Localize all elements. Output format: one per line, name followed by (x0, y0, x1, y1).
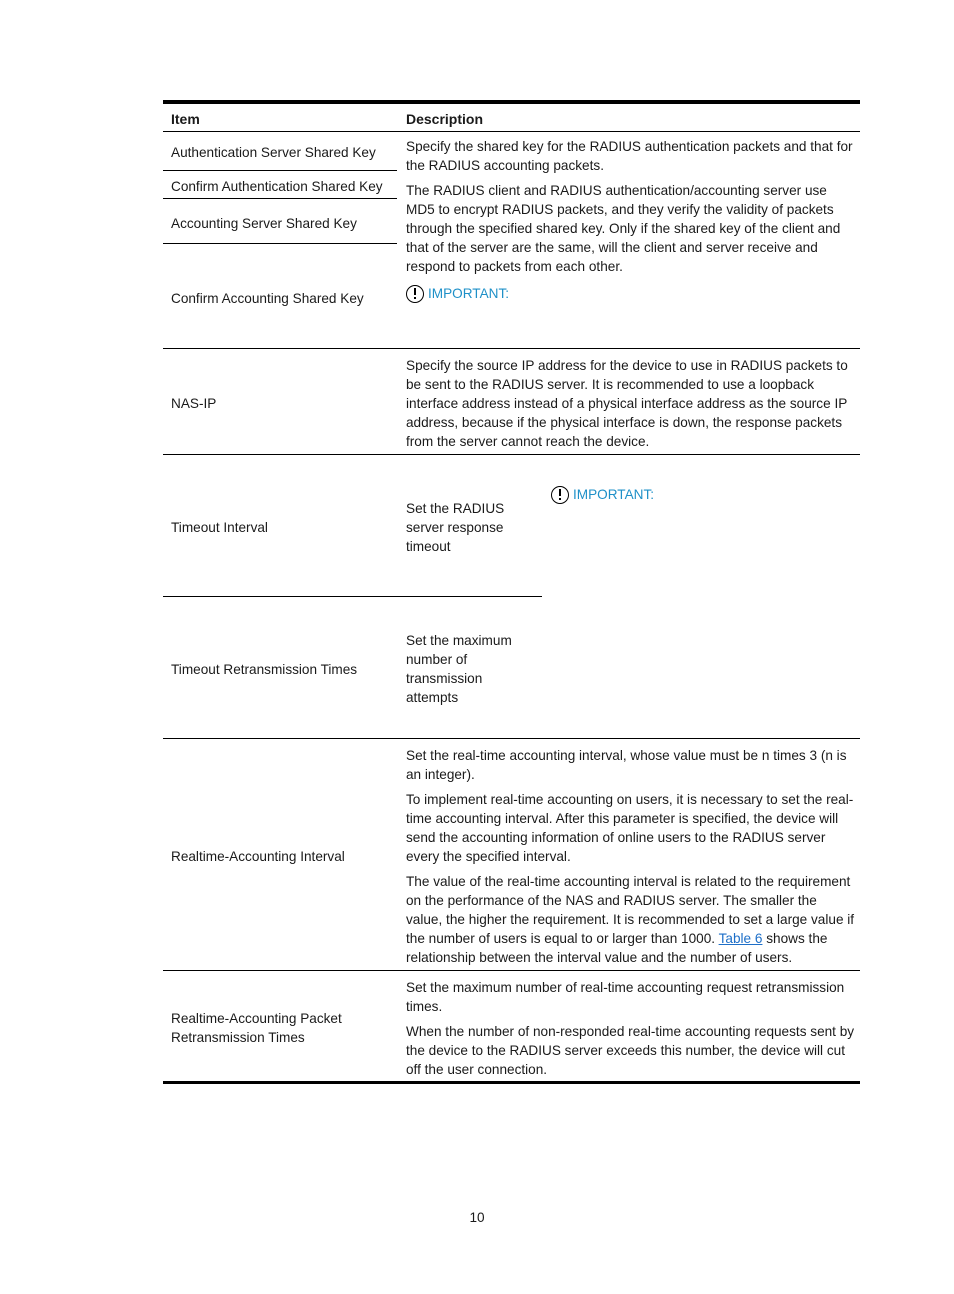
row-divider (163, 243, 397, 244)
rt-interval-para-3-text-b: shows the relationship between the interval value and the number of users. (406, 931, 828, 965)
page-number: 10 (469, 1210, 485, 1225)
important-label: IMPORTANT: (428, 286, 510, 301)
shared-key-desc-para-1: Specify the shared key for the RADIUS authentication packets and that for the RADIUS accounting packets. (406, 139, 853, 173)
timeout-retransmission-description: Set the maximum number of transmission attempts (406, 633, 512, 705)
table-bottom-rule (163, 1081, 860, 1084)
row-divider (163, 170, 397, 171)
rt-interval-para-3-text-a: The value of the real-time accounting interval is related to the requirement on the performance of the NAS and RADIUS server. The smaller the value, the higher the requirement. It is recommended to set a large value if the number of users is equal to or larger than 1000. (406, 874, 855, 946)
item-auth-shared-key: Authentication Server Shared Key (171, 145, 376, 160)
rt-packet-para-2: When the number of non-responded real-time accounting requests sent by the device to the RADIUS server exceeds this number, the device will cut off the user connection. (406, 1024, 855, 1077)
row-divider (163, 738, 860, 739)
row-divider (163, 198, 397, 199)
row-divider (163, 596, 542, 597)
row-divider (163, 454, 860, 455)
rt-interval-para-2: To implement real-time accounting on users, it is necessary to set the real-time accounting interval. After this parameter is specified, the device will send the accounting information of online users to the RADIUS server every the specified interval. (406, 792, 854, 864)
nas-ip-description: Specify the source IP address for the device to use in RADIUS packets to be sent to the RADIUS server. It is recommended to use a loopback interface address instead of a physical interface address as the source IP address, because if the physical interface is down, the response packets from the server cannot reach the device. (406, 358, 848, 449)
item-realtime-accounting-interval: Realtime-Accounting Interval (171, 849, 345, 864)
rt-packet-para-1: Set the maximum number of real-time accounting request retransmission times. (406, 980, 845, 1014)
timeout-interval-description: Set the RADIUS server response timeout (406, 501, 505, 554)
realtime-accounting-packet-description (406, 978, 856, 1079)
important-note-2 (551, 485, 654, 504)
item-nas-ip: NAS-IP (171, 396, 217, 411)
row-divider (163, 348, 860, 349)
column-header-item: Item (171, 111, 200, 127)
important-note-1 (406, 284, 509, 303)
warning-icon (406, 285, 424, 303)
item-confirm-acct-shared-key: Confirm Accounting Shared Key (171, 291, 364, 306)
column-header-description: Description (406, 111, 484, 127)
item-acct-shared-key: Accounting Server Shared Key (171, 216, 357, 231)
item-confirm-auth-shared-key: Confirm Authentication Shared Key (171, 179, 383, 194)
table-top-rule (163, 100, 860, 104)
item-timeout-retransmission: Timeout Retransmission Times (171, 662, 358, 677)
item-timeout-interval: Timeout Interval (171, 520, 268, 535)
realtime-accounting-interval-description (406, 746, 856, 967)
row-divider (163, 970, 860, 971)
shared-key-description (406, 137, 856, 276)
rt-interval-para-3 (406, 872, 856, 967)
important-label: IMPORTANT: (573, 487, 655, 502)
table-6-link[interactable]: Table 6 (718, 931, 763, 946)
item-realtime-accounting-packet-retransmission: Realtime-Accounting Packet Retransmission Times (171, 1011, 342, 1045)
rt-interval-para-1: Set the real-time accounting interval, whose value must be n times 3 (n is an integer). (406, 748, 847, 782)
warning-icon (551, 486, 569, 504)
shared-key-desc-para-2: The RADIUS client and RADIUS authentication/accounting server use MD5 to encrypt RADIUS packets, and they verify the validity of packets through the specified shared key. Only if the shared key of the client and that of the server are the same, will the client and server receive and respond to packets from each other. (406, 183, 841, 274)
header-rule (163, 131, 860, 132)
